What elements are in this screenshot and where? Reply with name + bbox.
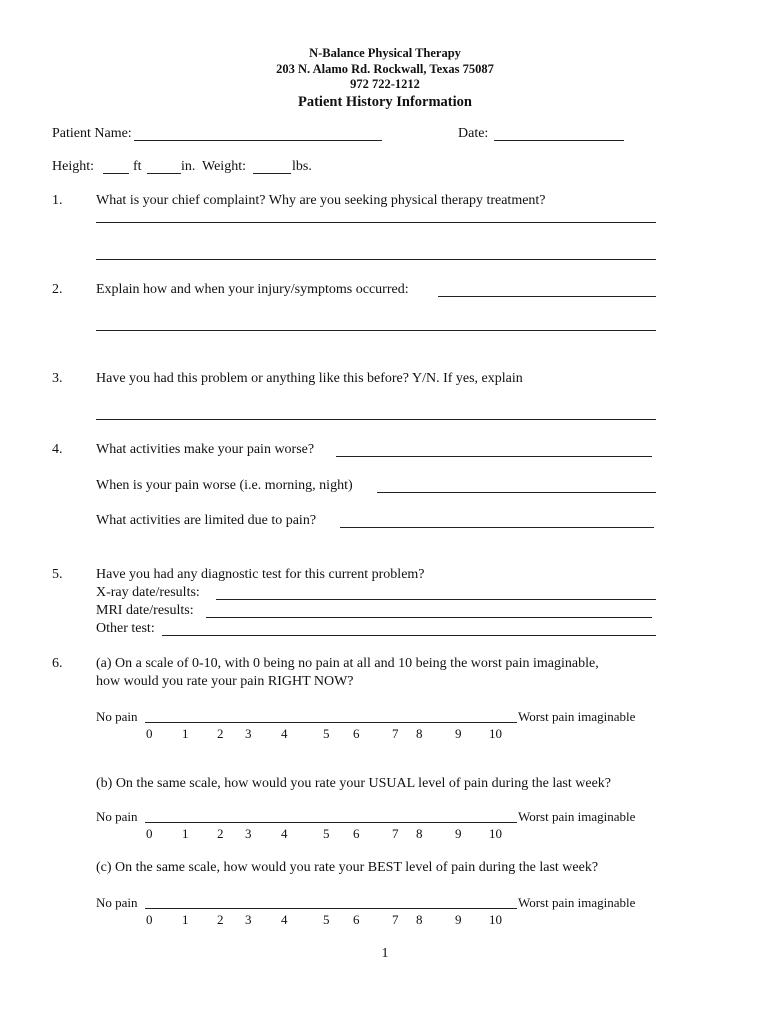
question-6-number: 6.: [52, 656, 63, 671]
limited-activities-label: What activities are limited due to pain?: [96, 513, 317, 528]
scale-c-number-2[interactable]: 2: [217, 912, 224, 927]
scale-b-number-8[interactable]: 8: [416, 826, 423, 841]
xray-label: X-ray date/results:: [96, 585, 200, 600]
form-title: Patient History Information: [298, 94, 472, 110]
scale-a-no-pain-label: No pain: [96, 709, 138, 724]
question-4-number: 4.: [52, 442, 63, 457]
scale-c-number-6[interactable]: 6: [353, 912, 360, 927]
date-field[interactable]: [494, 140, 624, 141]
scale-a-number-10[interactable]: 10: [489, 726, 502, 741]
in-label: in.: [181, 159, 196, 174]
question-1-text: What is your chief complaint? Why are you seeking physical therapy treatment?: [96, 193, 546, 208]
question-1-number: 1.: [52, 193, 63, 208]
practice-phone: 972 722-1212: [350, 77, 420, 91]
patient-name-field[interactable]: [134, 140, 382, 141]
scale-a-number-2[interactable]: 2: [217, 726, 224, 741]
practice-address: 203 N. Alamo Rd. Rockwall, Texas 75087: [276, 62, 494, 76]
height-ft-field[interactable]: [103, 173, 129, 174]
scale-c-number-3[interactable]: 3: [245, 912, 252, 927]
scale-b-number-7[interactable]: 7: [392, 826, 399, 841]
scale-a-line[interactable]: [145, 722, 517, 723]
worse-activities-label: What activities make your pain worse?: [96, 442, 315, 457]
scale-a-number-8[interactable]: 8: [416, 726, 423, 741]
mri-field[interactable]: [206, 617, 652, 618]
scale-b-number-4[interactable]: 4: [281, 826, 288, 841]
question-6a-line-2: how would you rate your pain RIGHT NOW?: [96, 674, 354, 689]
question-1-answer-line-1[interactable]: [96, 222, 656, 223]
scale-b-line[interactable]: [145, 822, 517, 823]
scale-b-number-9[interactable]: 9: [455, 826, 462, 841]
scale-c-number-0[interactable]: 0: [146, 912, 153, 927]
page-number: 1: [381, 946, 389, 961]
practice-name: N-Balance Physical Therapy: [309, 46, 461, 60]
question-6c-text: (c) On the same scale, how would you rate your BEST level of pain during the last week?: [96, 860, 599, 875]
scale-a-number-4[interactable]: 4: [281, 726, 288, 741]
scale-c-number-7[interactable]: 7: [392, 912, 399, 927]
xray-field[interactable]: [216, 599, 656, 600]
date-label: Date:: [458, 126, 489, 141]
scale-c-worst-label: Worst pain imaginable: [518, 895, 636, 910]
scale-a-number-5[interactable]: 5: [323, 726, 330, 741]
worse-when-field[interactable]: [377, 492, 656, 493]
question-6a-line-1: (a) On a scale of 0-10, with 0 being no pain at all and 10 being the worst pain imaginable,: [96, 656, 599, 671]
scale-a-number-3[interactable]: 3: [245, 726, 252, 741]
question-6b-text: (b) On the same scale, how would you rate your USUAL level of pain during the last week?: [96, 776, 612, 791]
weight-field[interactable]: [253, 173, 291, 174]
scale-c-number-9[interactable]: 9: [455, 912, 462, 927]
other-test-field[interactable]: [162, 635, 656, 636]
worse-activities-field[interactable]: [336, 456, 652, 457]
scale-c-number-5[interactable]: 5: [323, 912, 330, 927]
scale-c-line[interactable]: [145, 908, 517, 909]
scale-b-number-6[interactable]: 6: [353, 826, 360, 841]
scale-b-number-5[interactable]: 5: [323, 826, 330, 841]
scale-c-no-pain-label: No pain: [96, 895, 138, 910]
scale-b-number-2[interactable]: 2: [217, 826, 224, 841]
question-2-answer-inline[interactable]: [438, 296, 656, 297]
lbs-label: lbs.: [292, 159, 312, 174]
scale-c-number-10[interactable]: 10: [489, 912, 502, 927]
scale-a-number-6[interactable]: 6: [353, 726, 360, 741]
patient-name-label: Patient Name:: [52, 126, 132, 141]
scale-b-number-1[interactable]: 1: [182, 826, 189, 841]
question-3-number: 3.: [52, 371, 63, 386]
worse-when-label: When is your pain worse (i.e. morning, night): [96, 478, 353, 493]
ft-label: ft: [133, 159, 142, 174]
weight-label: Weight:: [202, 159, 246, 174]
scale-b-no-pain-label: No pain: [96, 809, 138, 824]
other-test-label: Other test:: [96, 621, 155, 636]
height-label: Height:: [52, 159, 94, 174]
question-5-text: Have you had any diagnostic test for this current problem?: [96, 567, 425, 582]
height-in-field[interactable]: [147, 173, 181, 174]
question-2-answer-line[interactable]: [96, 330, 656, 331]
question-5-number: 5.: [52, 567, 63, 582]
scale-b-number-10[interactable]: 10: [489, 826, 502, 841]
scale-a-number-0[interactable]: 0: [146, 726, 153, 741]
question-2-number: 2.: [52, 282, 63, 297]
scale-a-worst-label: Worst pain imaginable: [518, 709, 636, 724]
scale-b-worst-label: Worst pain imaginable: [518, 809, 636, 824]
scale-b-number-3[interactable]: 3: [245, 826, 252, 841]
scale-c-number-4[interactable]: 4: [281, 912, 288, 927]
limited-activities-field[interactable]: [340, 527, 654, 528]
scale-a-number-1[interactable]: 1: [182, 726, 189, 741]
scale-a-number-7[interactable]: 7: [392, 726, 399, 741]
question-1-answer-line-2[interactable]: [96, 259, 656, 260]
question-2-text: Explain how and when your injury/symptoms occurred:: [96, 282, 409, 297]
scale-c-number-8[interactable]: 8: [416, 912, 423, 927]
question-3-text: Have you had this problem or anything like this before? Y/N. If yes, explain: [96, 371, 523, 386]
mri-label: MRI date/results:: [96, 603, 194, 618]
question-3-answer-line[interactable]: [96, 419, 656, 420]
scale-c-number-1[interactable]: 1: [182, 912, 189, 927]
scale-b-number-0[interactable]: 0: [146, 826, 153, 841]
scale-a-number-9[interactable]: 9: [455, 726, 462, 741]
